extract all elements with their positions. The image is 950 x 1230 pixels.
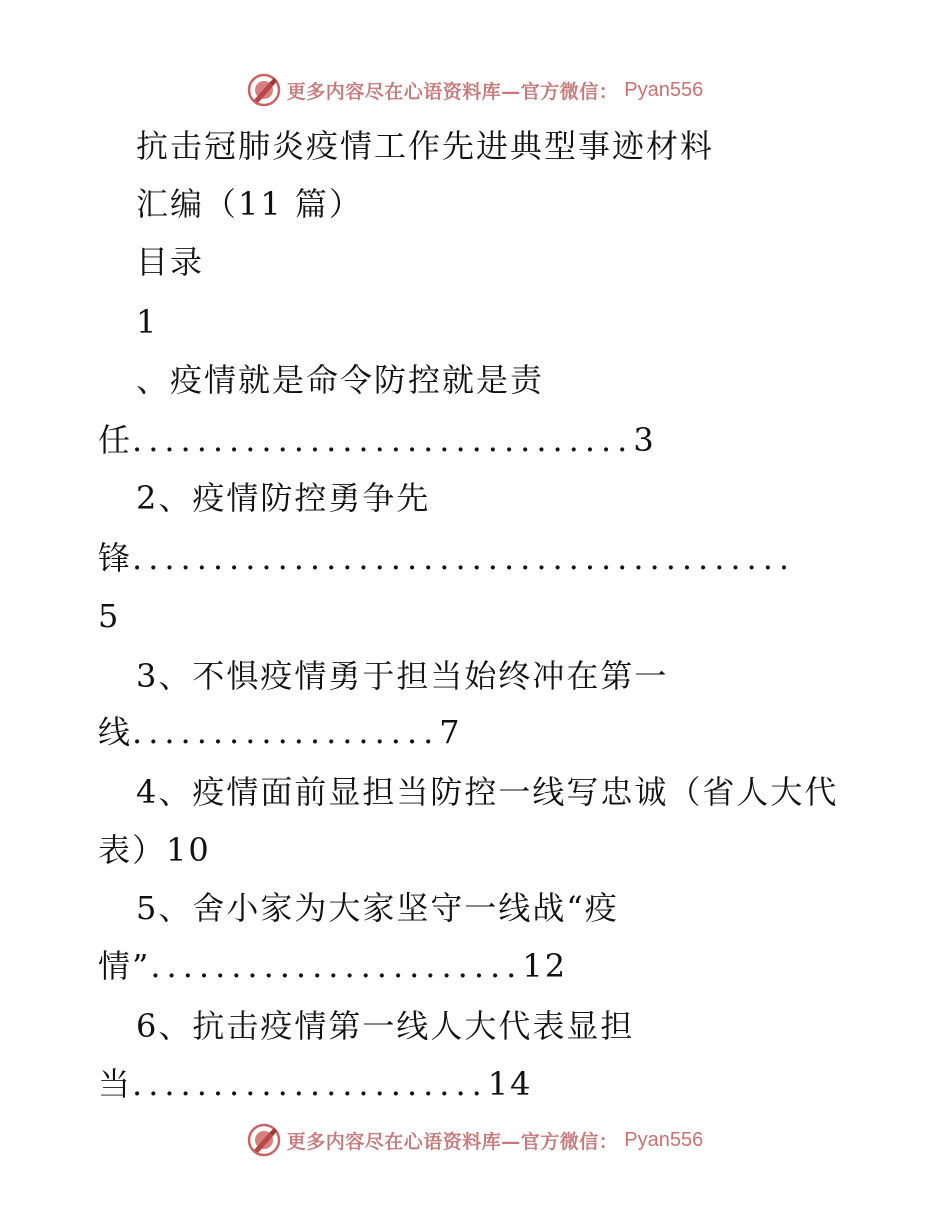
watermark-id: Pyan556 xyxy=(624,1128,704,1151)
watermark-banner-top xyxy=(0,70,950,110)
toc-entry-2-tail-line xyxy=(98,539,796,577)
toc-entry-1-leaders: ............................... xyxy=(132,421,634,459)
toc-entry-6-tail-line xyxy=(98,1065,533,1103)
pen-logo-icon xyxy=(247,1123,281,1157)
watermark-text: 更多内容尽在心语资料库—官方微信： xyxy=(286,80,619,103)
toc-entry-5-tail: 情” xyxy=(98,947,151,985)
toc-heading: 目录 xyxy=(136,243,205,281)
toc-entry-5-title: 5、舍小家为大家坚守一线战“疫 xyxy=(136,889,619,927)
toc-entry-5-page: 12 xyxy=(522,947,568,985)
doc-title-line-1: 抗击冠肺炎疫情工作先进典型事迹材料 xyxy=(136,127,715,165)
toc-entry-5-tail-line xyxy=(98,947,568,985)
pen-logo-icon xyxy=(247,73,281,107)
toc-entry-6-tail: 当 xyxy=(98,1065,133,1103)
toc-entry-3-title: 3、不惧疫情勇于担当始终冲在第一 xyxy=(136,657,669,695)
toc-entry-1-tail: 任 xyxy=(98,421,133,459)
watermark-text: 更多内容尽在心语资料库—官方微信： xyxy=(286,1130,619,1153)
toc-entry-4-title: 4、疫情面前显担当防控一线写忠诚（省人大代 xyxy=(136,773,839,811)
toc-entry-2-title: 2、疫情防控勇争先 xyxy=(136,479,431,517)
toc-entry-4-tail-line xyxy=(98,831,211,869)
toc-entry-3-tail: 线 xyxy=(98,713,133,751)
toc-entry-2-tail: 锋 xyxy=(98,539,133,577)
toc-entry-6-leaders: ...................... xyxy=(132,1065,488,1103)
toc-entry-4-tail: 表） xyxy=(98,831,167,869)
toc-entry-3-page: 7 xyxy=(439,713,462,751)
toc-entry-6-title: 6、抗击疫情第一线人大代表显担 xyxy=(136,1007,635,1045)
toc-entry-1-title: 、疫情就是命令防控就是责 xyxy=(136,361,545,399)
toc-entry-1-page: 3 xyxy=(633,421,656,459)
toc-entry-1-number: 1 xyxy=(136,303,159,341)
toc-entry-3-tail-line xyxy=(98,713,462,751)
toc-entry-5-leaders: ....................... xyxy=(150,947,523,985)
toc-entry-6-page: 14 xyxy=(487,1065,533,1103)
doc-title-line-2: 汇编（11 篇） xyxy=(136,185,363,223)
watermark-banner-bottom xyxy=(0,1120,950,1160)
toc-entry-1-tail-line xyxy=(98,421,656,459)
watermark-id: Pyan556 xyxy=(624,78,704,101)
toc-entry-3-leaders: ................... xyxy=(132,713,440,751)
toc-entry-4-page: 10 xyxy=(166,831,211,869)
toc-entry-2-page: 5 xyxy=(98,597,121,635)
toc-entry-2-leaders: ......................................... xyxy=(132,539,796,577)
